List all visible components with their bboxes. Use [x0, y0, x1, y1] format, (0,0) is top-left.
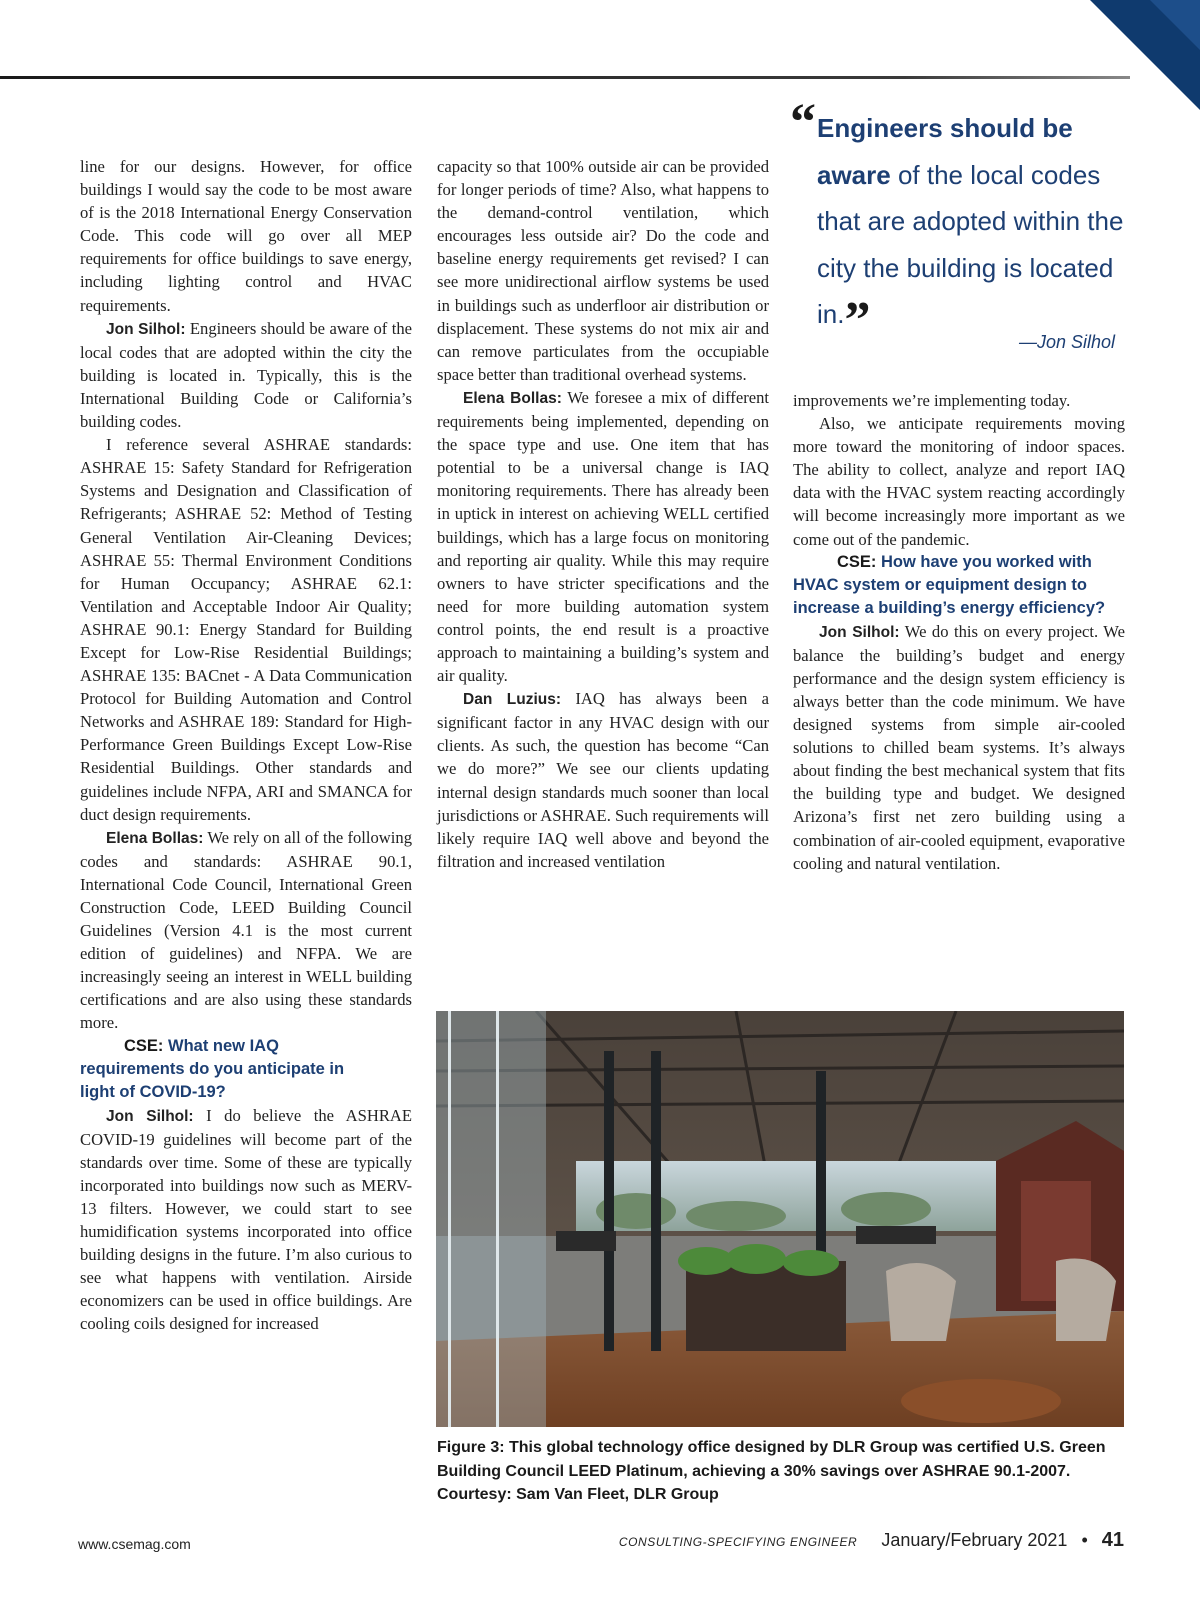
interview-question	[793, 551, 1125, 620]
article-column-1	[80, 155, 412, 1336]
page-number: 41	[1101, 1529, 1124, 1551]
interview-question	[80, 1035, 370, 1104]
paragraph-text: IAQ has always been a significant factor in any HVAC design with our clients. As such, the question has become “Can we do more?” We see our clients updating internal design standards much sooner than local jurisdictions or ASHRAE. Such requirements will likely require IAQ well above and beyond the filtration and increased ventilation	[437, 689, 769, 871]
question-text: What new IAQ requirements do you anticipate in light of COVID-19?	[80, 1036, 345, 1101]
paragraph	[437, 386, 769, 687]
paragraph	[80, 826, 412, 1035]
pull-quote-body: of the local codes that are adopted within the city the building is located in.	[817, 159, 1124, 329]
pull-quote-attribution: —Jon Silhol	[1018, 331, 1115, 352]
paragraph-text: We rely on all of the following codes and standards: ASHRAE 90.1, International Code Council, International Green Construction Code, LEED Building Council Guidelines (Version 4.1 is the most current edition of guidelines) and NFPA. We are increasingly seeing an interest in WELL building certifications and are also using these standards more.	[80, 827, 412, 1033]
paragraph: Also, we anticipate requirements moving more toward the monitoring of indoor spaces. The ability to collect, analyze and report IAQ data with the HVAC system reacting accordingly will become increasingly more important as we come out of the pandemic.	[793, 414, 1125, 549]
corner-decoration-inner	[1150, 0, 1200, 50]
question-label: CSE:	[124, 1036, 164, 1055]
speaker-name: Elena Bollas:	[463, 389, 562, 407]
speaker-name: Jon Silhol:	[106, 320, 186, 338]
question-text: How have you worked with HVAC system or equipment design to increase a building’s energy efficiency?	[793, 552, 1106, 617]
speaker-name: Jon Silhol:	[819, 623, 900, 641]
paragraph: capacity so that 100% outside air can be provided for longer periods of time? Also, what happens to the demand-control ventilation, which encourages less outside air? Do the code and baseline energy requirements get revised? I can see more unidirectional airflow systems be used in buildings such as underfloor air distribution or displacement. These systems do not mix air and can remove particulates from the occupiable space better than traditional overhead systems.	[437, 157, 769, 384]
paragraph-text: We do this on every project. We balance the building’s budget and energy performance and the design system efficiency is always better than the code minimum. We have designed systems from simple air-cooled solutions to chilled beam systems. It’s always about finding the best mechanical system that fits the building type and budget. We designed Arizona’s first net zero building using a combination of air-cooled equipment, evaporative cooling and natural ventilation.	[793, 621, 1125, 873]
article-column-2	[437, 155, 769, 873]
speaker-name: Dan Luzius:	[463, 691, 562, 709]
paragraph	[80, 317, 412, 433]
paragraph: line for our designs. However, for office buildings I would say the code to be most aware of is the 2018 International Energy Conservation Code. This code will go over all MEP requirements for office buildings to save energy, including lighting control and HVAC requirements.	[80, 157, 412, 315]
figure-caption: Figure 3: This global technology office designed by DLR Group was certified U.S. Green Building Council LEED Platinum, achieving a 30% savings over ASHRAE 90.1-2007. Courtesy: Sam Van Fleet, DLR Group	[437, 1439, 1106, 1503]
paragraph: improvements we’re implementing today.	[793, 391, 1071, 410]
bullet-separator: •	[1081, 1530, 1088, 1550]
paragraph-text: Engineers should be aware of the local codes that are adopted within the city the building is located in. Typically, this is the International Building Code or California’s building codes.	[80, 318, 413, 432]
pull-quote-emphasis: Engineers should be aware	[817, 113, 1073, 190]
article-column-3	[793, 389, 1125, 875]
office-photo	[436, 1011, 1124, 1427]
speaker-name: Jon Silhol:	[106, 1107, 194, 1125]
speaker-name: Elena Bollas:	[106, 829, 204, 847]
paragraph	[80, 1104, 412, 1336]
magazine-name: CONSULTING-SPECIFYING ENGINEER	[618, 1535, 858, 1549]
paragraph	[437, 687, 769, 873]
paragraph: I reference several ASHRAE standards: ASHRAE 15: Safety Standard for Refrigeration Systems and Designation and Classification of Refrigerants; ASHRAE 52: Method of Testing General Ventilation Air-Cleaning Devices; ASHRAE 55: Thermal Environment Conditions for Human Occupancy; ASHRAE 62.1: Ventilation and Acceptable Indoor Air Quality; ASHRAE 90.1: Energy Standard for Building Except for Low-Rise Residential Buildings; ASHRAE 135: BACnet - A Data Communication Protocol for Building Automation and Control Networks and ASHRAE 189: Standard for High-Performance Green Buildings Except Low-Rise Residential Buildings. Other standards and guidelines include NFPA, ARI and SMANCA for duct design requirements.	[80, 435, 412, 824]
issue-date: January/February 2021	[881, 1530, 1068, 1550]
open-quote-mark: “	[790, 94, 816, 151]
paragraph	[793, 620, 1125, 875]
header-rule	[0, 76, 1130, 79]
footer-info	[619, 1529, 1124, 1552]
close-quote-mark: ”	[844, 292, 871, 349]
paragraph-text: I do believe the ASHRAE COVID-19 guidelines will become part of the standards over time. Some of these are typically incorporated into buildings now such as MERV-13 filters. However, we could start to see humidification systems incorporated into office building designs in the future. I’m also curious to see what happens with ventilation. Airside economizers can be used in office buildings. Are cooling coils designed for increased	[80, 1105, 413, 1334]
pull-quote	[790, 94, 1135, 353]
paragraph-text: We foresee a mix of different requirements being implemented, depending on the space type and use. One item that has potential to be a universal change is IAQ monitoring requirements. There has already been in uptick in interest on achieving WELL certified buildings, which has a large focus on monitoring and reporting air quality. While this may require owners to have stricter specifications and the need for more building automation system control points, the end result is a proactive approach to maintaining a building’s system and air quality.	[437, 387, 769, 686]
footer-url[interactable]: www.csemag.com	[78, 1536, 191, 1552]
office-photo-illustration	[436, 1011, 1124, 1427]
question-label: CSE:	[837, 552, 877, 571]
